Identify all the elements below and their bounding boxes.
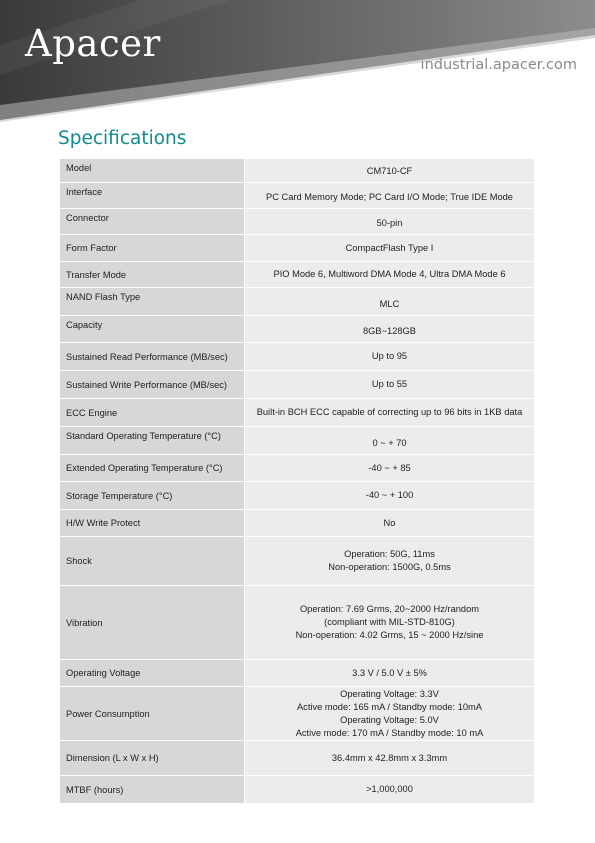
spec-value: Up to 95 — [245, 343, 534, 370]
spec-row — [60, 159, 534, 182]
spec-value: Operating Voltage: 3.3V Active mode: 165 mA / Standby mode: 10mA Operating Voltage: 5.0V Active mode: 170 mA / Standby mode: 10 mA — [245, 687, 534, 740]
spec-label: Sustained Write Performance (MB/sec) — [60, 371, 244, 398]
spec-table — [60, 159, 534, 804]
spec-label: Operating Voltage — [60, 660, 244, 686]
spec-value: 0 ~ + 70 — [245, 427, 534, 454]
spec-value: Up to 55 — [245, 371, 534, 398]
spec-label: Interface — [60, 183, 244, 208]
spec-value: CM710-CF — [245, 159, 534, 182]
spec-row — [60, 288, 534, 315]
spec-row — [60, 687, 534, 740]
spec-label: H/W Write Protect — [60, 510, 244, 536]
spec-row — [60, 371, 534, 398]
spec-label: ECC Engine — [60, 399, 244, 426]
spec-value: Operation: 7.69 Grms, 20~2000 Hz/random (compliant with MIL-STD-810G) Non-operation: 4.02 Grms, 15 ~ 2000 Hz/sine — [245, 586, 534, 659]
spec-value: Built-in BCH ECC capable of correcting up to 96 bits in 1KB data — [245, 399, 534, 426]
spec-row — [60, 316, 534, 342]
spec-row — [60, 262, 534, 287]
spec-value: PC Card Memory Mode; PC Card I/O Mode; True IDE Mode — [245, 183, 534, 208]
spec-row — [60, 776, 534, 803]
spec-row — [60, 482, 534, 509]
spec-label: Connector — [60, 209, 244, 234]
spec-row — [60, 427, 534, 454]
spec-value: 3.3 V / 5.0 V ± 5% — [245, 660, 534, 686]
spec-label: Storage Temperature (°C) — [60, 482, 244, 509]
spec-value: >1,000,000 — [245, 776, 534, 803]
spec-value: -40 ~ + 85 — [245, 455, 534, 481]
spec-label: Sustained Read Performance (MB/sec) — [60, 343, 244, 370]
spec-row — [60, 399, 534, 426]
spec-label: Vibration — [60, 586, 244, 659]
page-header — [0, 0, 595, 125]
spec-value: 36.4mm x 42.8mm x 3.3mm — [245, 741, 534, 775]
spec-value: CompactFlash Type I — [245, 235, 534, 261]
spec-value: PIO Mode 6, Multiword DMA Mode 4, Ultra DMA Mode 6 — [245, 262, 534, 287]
spec-label: MTBF (hours) — [60, 776, 244, 803]
spec-value: No — [245, 510, 534, 536]
spec-row — [60, 183, 534, 208]
spec-label: NAND Flash Type — [60, 288, 244, 315]
spec-label: Standard Operating Temperature (°C) — [60, 427, 244, 454]
section-title: Specifications — [58, 128, 187, 149]
spec-row — [60, 455, 534, 481]
spec-label: Power Consumption — [60, 687, 244, 740]
spec-value: Operation: 50G, 11ms Non-operation: 1500G, 0.5ms — [245, 537, 534, 585]
spec-label: Model — [60, 159, 244, 182]
website-url: industrial.apacer.com — [420, 57, 577, 73]
spec-row — [60, 209, 534, 234]
spec-value: 8GB~128GB — [245, 316, 534, 342]
spec-label: Form Factor — [60, 235, 244, 261]
spec-row — [60, 235, 534, 261]
spec-label: Dimension (L x W x H) — [60, 741, 244, 775]
spec-row — [60, 343, 534, 370]
spec-value: MLC — [245, 288, 534, 315]
spec-label: Shock — [60, 537, 244, 585]
spec-value: 50-pin — [245, 209, 534, 234]
spec-label: Extended Operating Temperature (°C) — [60, 455, 244, 481]
spec-label: Transfer Mode — [60, 262, 244, 287]
spec-row — [60, 537, 534, 585]
spec-row — [60, 510, 534, 536]
spec-row — [60, 741, 534, 775]
apacer-logo: Apacer — [25, 22, 161, 65]
spec-value: -40 ~ + 100 — [245, 482, 534, 509]
spec-row — [60, 660, 534, 686]
spec-label: Capacity — [60, 316, 244, 342]
spec-row — [60, 586, 534, 659]
